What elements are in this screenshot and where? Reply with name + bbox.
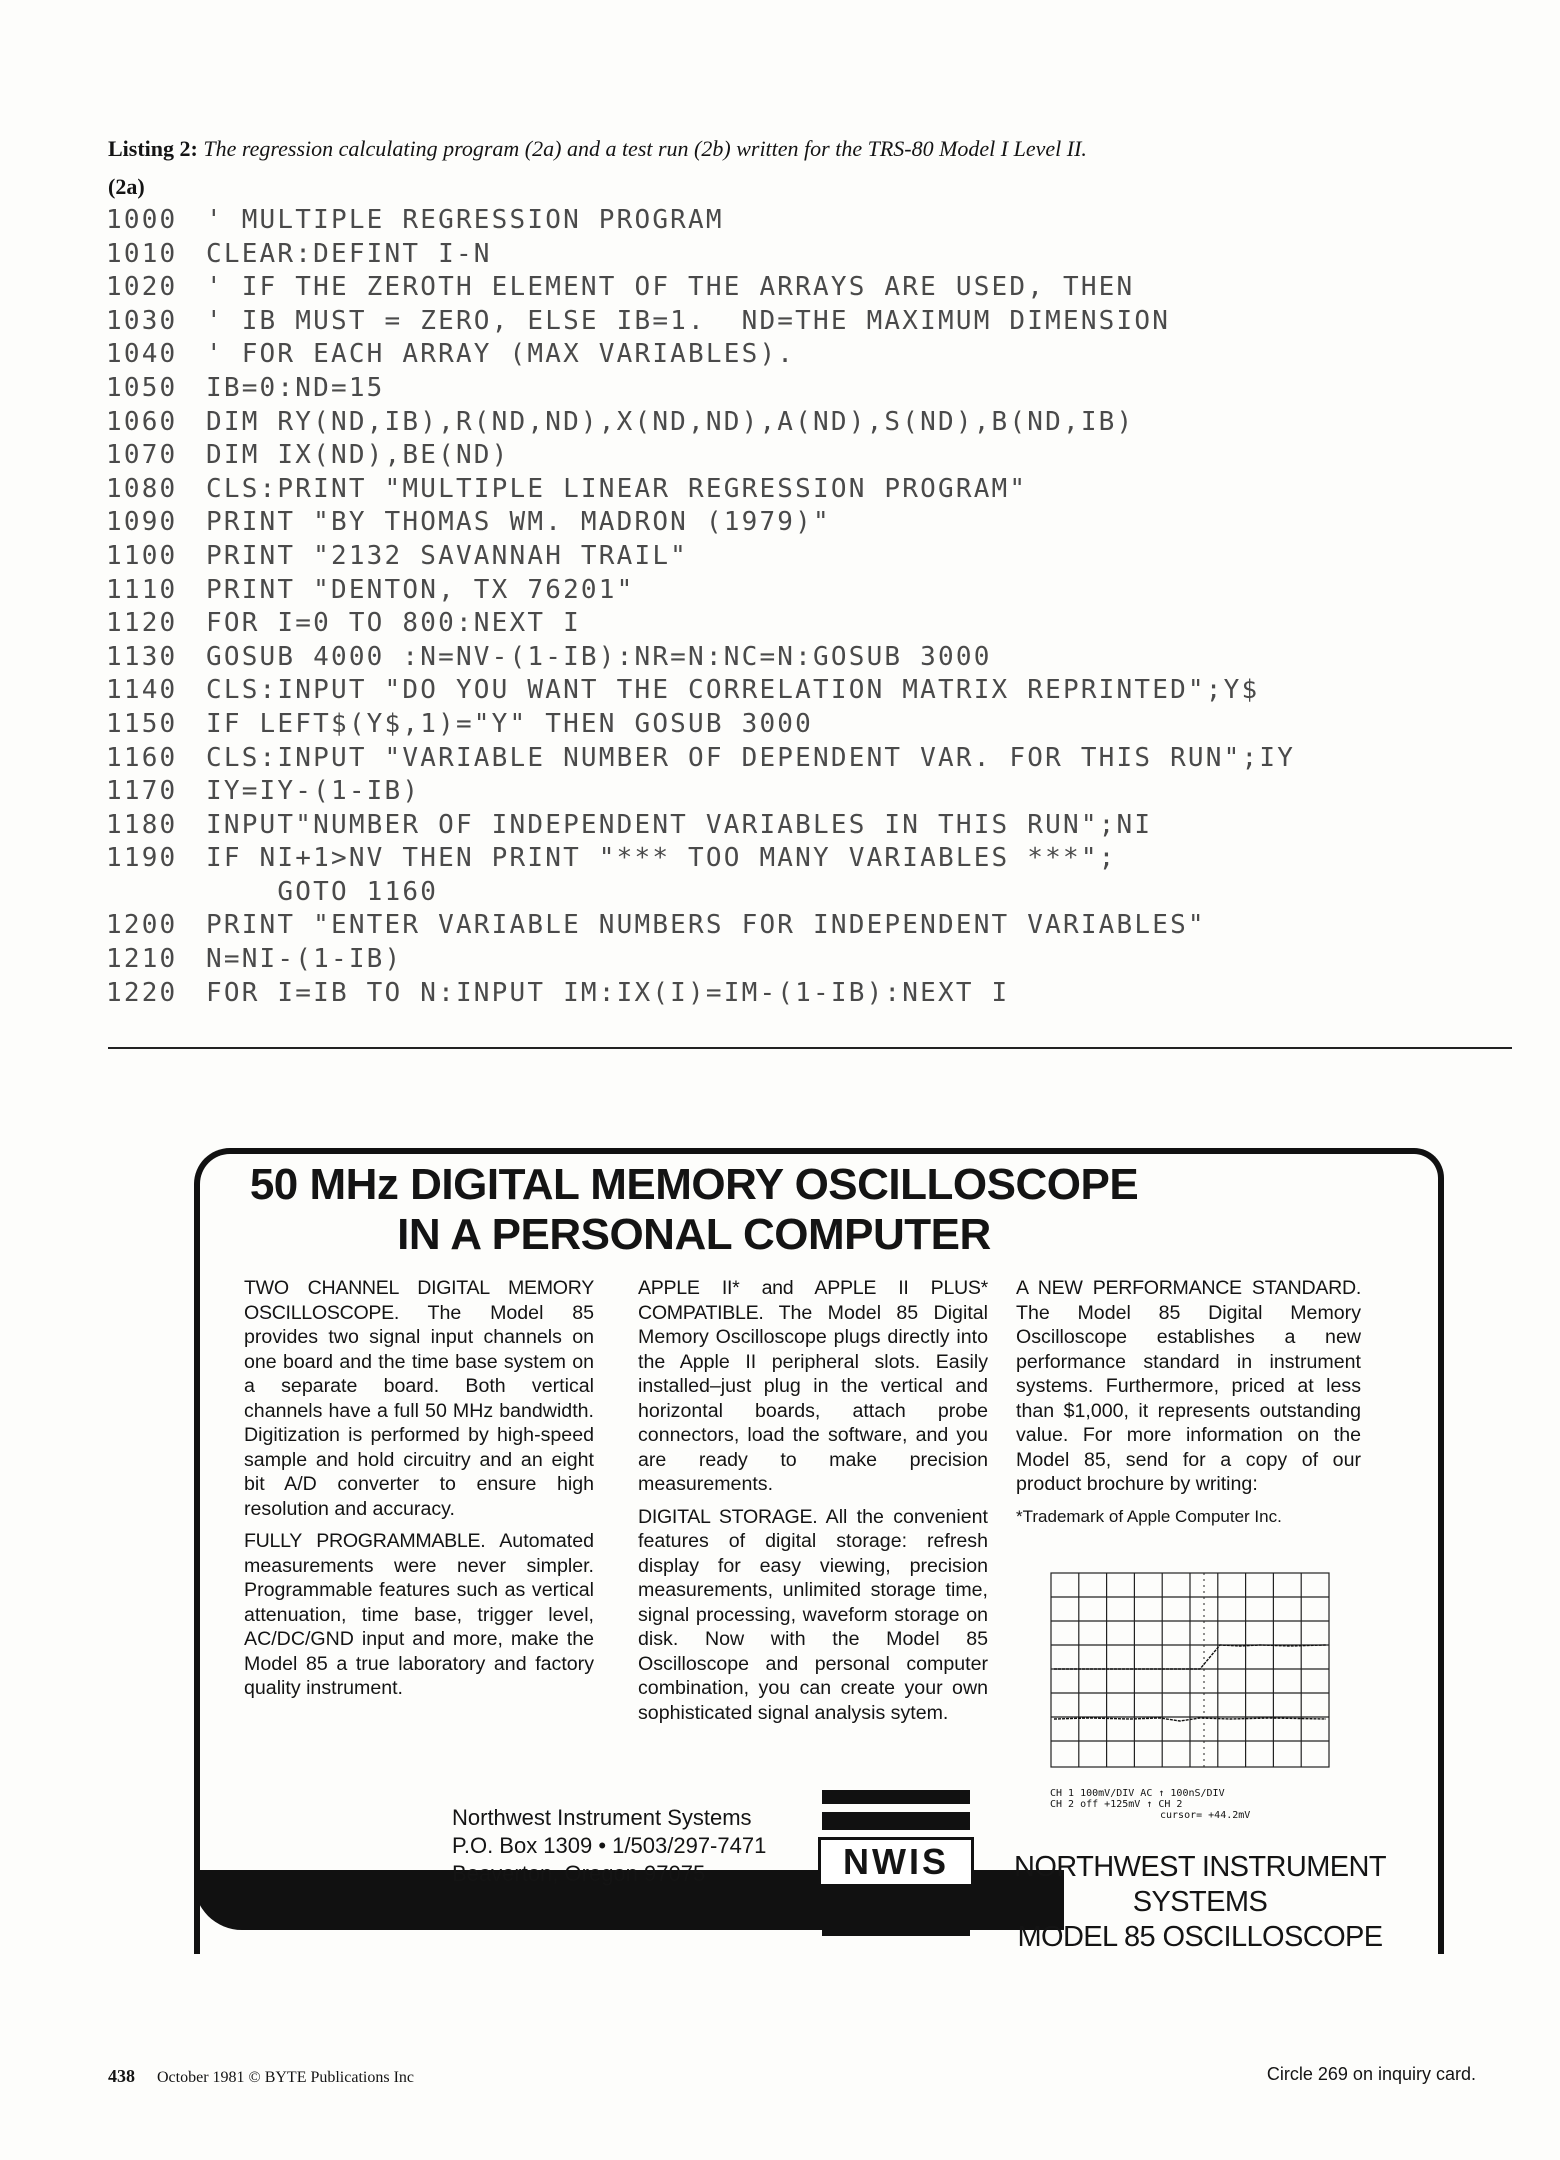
line-number: 1130 xyxy=(106,641,178,672)
line-number: 1030 xyxy=(106,305,178,336)
code-line xyxy=(106,607,1506,641)
logo-bar xyxy=(822,1812,970,1830)
line-number: 1190 xyxy=(106,843,178,874)
code-line xyxy=(106,473,1506,507)
code-text: FOR I=0 TO 800:NEXT I xyxy=(206,608,581,639)
code-line xyxy=(106,742,1506,776)
code-line xyxy=(106,842,1506,876)
code-line xyxy=(106,540,1506,574)
scope-readout xyxy=(1050,1788,1350,1821)
ad-paragraph xyxy=(638,1276,988,1497)
code-text: IF LEFT$(Y$,1)="Y" THEN GOSUB 3000 xyxy=(206,708,814,739)
address-line: Northwest Instrument Systems xyxy=(452,1805,752,1830)
address-line: P.O. Box 1309 • 1/503/297-7471 xyxy=(452,1833,767,1858)
code-text: ' MULTIPLE REGRESSION PROGRAM xyxy=(206,205,724,235)
advertisement xyxy=(194,1148,1436,1956)
ad-paragraph xyxy=(244,1529,594,1701)
code-line xyxy=(106,909,1506,943)
ad-paragraph xyxy=(638,1505,988,1726)
code-line xyxy=(106,338,1506,372)
ad-paragraph-lead: A NEW PERFORMANCE STANDARD. xyxy=(1016,1277,1361,1299)
company-address xyxy=(452,1804,766,1888)
line-number: 1170 xyxy=(106,776,178,807)
code-line xyxy=(106,439,1506,473)
ad-paragraph-body: All the convenient features of digital storage: refresh display for easy viewing, precision measurements, unlimited storage time, signal processing, waveform storage on disk. Now with the Model 85 Oscilloscope and personal computer combination, you can create your own sophisticated signal analysis sytem. xyxy=(638,1505,988,1724)
code-line xyxy=(106,775,1506,809)
ad-title-line1: 50 MHz DIGITAL MEMORY OSCILLOSCOPE xyxy=(249,1160,1139,1209)
line-number: 1200 xyxy=(106,910,178,941)
ad-paragraph-body: The Model 85 Digital Memory Oscilloscope establishes a new performance standard in instrument systems. Furthermore, priced at less than $1,000, it represents outstanding value. For more information on the Model 85, send for a copy of our product brochure by writing: xyxy=(1016,1301,1361,1495)
code-text: GOTO 1160 xyxy=(206,876,439,907)
ad-column-2 xyxy=(638,1276,988,1733)
scope-readout-line1: CH 1 100mV/DIV AC ↑ 100nS/DIV xyxy=(1050,1788,1225,1799)
code-text: CLS:PRINT "MULTIPLE LINEAR REGRESSION PROGRAM" xyxy=(206,473,1028,504)
code-text: N=NI-(1-IB) xyxy=(206,944,403,975)
code-line xyxy=(106,204,1506,238)
code-text: IY=IY-(1-IB) xyxy=(206,776,421,807)
code-text: ' IB MUST = ZERO, ELSE IB=1. ND=THE MAXIMUM DIMENSION xyxy=(206,305,1171,336)
line-number: 1020 xyxy=(106,272,178,303)
code-text: DIM RY(ND,IB),R(ND,ND),X(ND,ND),A(ND),S(ND),B(ND,IB) xyxy=(206,406,1135,437)
code-line xyxy=(106,708,1506,742)
code-text: PRINT "BY THOMAS WM. MADRON (1979)" xyxy=(206,507,831,538)
ad-paragraph xyxy=(244,1276,594,1521)
ad-title-line2: IN A PERSONAL COMPUTER xyxy=(397,1210,991,1259)
line-number: 1120 xyxy=(106,608,178,639)
brand-line: MODEL 85 OSCILLOSCOPE xyxy=(1017,1921,1383,1953)
line-number: 1040 xyxy=(106,339,178,370)
ad-title xyxy=(194,1160,1194,1260)
address-line: Beaverton, Oregon 97075 xyxy=(452,1861,706,1886)
line-number: 1090 xyxy=(106,507,178,538)
code-text: INPUT"NUMBER OF INDEPENDENT VARIABLES IN THIS RUN";NI xyxy=(206,809,1153,840)
code-text: GOSUB 4000 :N=NV-(1-IB):NR=N:NC=N:GOSUB 3000 xyxy=(206,641,992,672)
publication-line: October 1981 © BYTE Publications Inc xyxy=(157,2069,414,2086)
code-text: DIM IX(ND),BE(ND) xyxy=(206,440,510,471)
code-line xyxy=(106,809,1506,843)
caption-text: The regression calculating program (2a) and a test run (2b) written for the TRS-80 Model I Level II. xyxy=(203,136,1087,161)
nwis-logo xyxy=(818,1790,974,1936)
oscilloscope-screen xyxy=(1050,1572,1330,1768)
code-text: CLS:INPUT "VARIABLE NUMBER OF DEPENDENT VAR. FOR THIS RUN";IY xyxy=(206,742,1296,773)
ad-paragraph-body: Automated measurements were never simpler. Programmable features such as vertical attenuation, time base, trigger level, AC/DC/GND input and more, make the Model 85 a true laboratory and factory quality instrument. xyxy=(244,1530,594,1699)
code-line xyxy=(106,406,1506,440)
brand-line: SYSTEMS xyxy=(1132,1886,1268,1918)
line-number: 1150 xyxy=(106,708,178,739)
trademark-note: *Trademark of Apple Computer Inc. xyxy=(1016,1506,1282,1526)
code-text: PRINT "ENTER VARIABLE NUMBERS FOR INDEPENDENT VARIABLES" xyxy=(206,910,1206,941)
divider-rule xyxy=(108,1047,1512,1049)
code-line xyxy=(106,305,1506,339)
line-number: 1070 xyxy=(106,440,178,471)
line-number: 1080 xyxy=(106,473,178,504)
line-number: 1110 xyxy=(106,574,178,605)
code-line xyxy=(106,271,1506,305)
code-line xyxy=(106,674,1506,708)
inquiry-card-note: Circle 269 on inquiry card. xyxy=(1266,2064,1476,2084)
ad-paragraph-lead: FULLY PROGRAMMABLE. xyxy=(244,1530,486,1552)
ad-paragraph xyxy=(1016,1276,1361,1497)
brand-line: NORTHWEST INSTRUMENT xyxy=(1014,1851,1386,1883)
code-line xyxy=(106,238,1506,272)
code-text: PRINT "2132 SAVANNAH TRAIL" xyxy=(206,540,689,571)
caption-label: Listing 2: xyxy=(108,136,198,161)
line-number: 1050 xyxy=(106,372,178,403)
code-text: FOR I=IB TO N:INPUT IM:IX(I)=IM-(1-IB):NEXT I xyxy=(206,977,1010,1008)
code-listing xyxy=(106,204,1506,1010)
code-text: ' IF THE ZEROTH ELEMENT OF THE ARRAYS ARE USED, THEN xyxy=(206,272,1135,303)
code-line xyxy=(106,372,1506,406)
page-footer-left xyxy=(108,2066,414,2087)
code-text: ' FOR EACH ARRAY (MAX VARIABLES). xyxy=(206,339,796,370)
code-line xyxy=(106,876,1506,910)
line-number: 1100 xyxy=(106,540,178,571)
listing-sublabel: (2a) xyxy=(108,174,145,199)
ad-column-3 xyxy=(1016,1276,1361,1537)
ad-paragraph-body: The Model 85 Digital Memory Oscilloscope plugs directly into the Apple II peripheral slots. Easily installed–just plug in the vertical and horizontal boards, attach probe connectors, load the software, and you are ready to make precision measurements. xyxy=(638,1301,989,1495)
logo-text: NWIS xyxy=(818,1837,974,1887)
ad-column-1 xyxy=(244,1276,594,1709)
code-line xyxy=(106,641,1506,675)
line-number: 1000 xyxy=(106,205,178,235)
line-number: 1010 xyxy=(106,238,178,269)
listing-caption xyxy=(108,136,1508,162)
ad-paragraph-lead: TWO CHANNEL DIGITAL MEMORY OSCILLOSCOPE. xyxy=(244,1277,594,1324)
ad-paragraph-lead: DIGITAL STORAGE. xyxy=(638,1505,818,1528)
code-text: IF NI+1>NV THEN PRINT "*** TOO MANY VARIABLES ***"; xyxy=(206,843,1117,874)
code-line xyxy=(106,977,1506,1011)
line-number: 1140 xyxy=(106,675,178,706)
line-number: 1160 xyxy=(106,742,178,773)
code-text: CLEAR:DEFINT I-N xyxy=(206,238,492,269)
line-number: 1220 xyxy=(106,977,178,1008)
line-number: 1060 xyxy=(106,406,178,437)
code-line xyxy=(106,506,1506,540)
scope-readout-line2: CH 2 off +125mV ↑ CH 2 xyxy=(1050,1799,1183,1810)
ad-paragraph-body: The Model 85 provides two signal input channels on one board and the time base system on a separate board. Both vertical channels have a full 50 MHz bandwidth. Digitization is performed by high-speed sample and hold circuitry and an eight bit A/D converter to ensure high resolution and accuracy. xyxy=(244,1301,595,1520)
page-number: 438 xyxy=(108,2066,135,2086)
code-text: CLS:INPUT "DO YOU WANT THE CORRELATION MATRIX REPRINTED";Y$ xyxy=(206,675,1260,706)
ad-paragraph-lead: APPLE II* and APPLE II PLUS* COMPATIBLE. xyxy=(638,1277,988,1324)
line-number: 1180 xyxy=(106,809,178,840)
brand-block xyxy=(1000,1850,1400,1955)
line-number: 1210 xyxy=(106,944,178,975)
scope-readout-cursor: cursor= +44.2mV xyxy=(1160,1810,1251,1821)
code-line xyxy=(106,574,1506,608)
line-number xyxy=(106,876,206,910)
logo-bar xyxy=(822,1894,970,1936)
logo-bar xyxy=(822,1790,970,1804)
code-line xyxy=(106,943,1506,977)
code-text: IB=0:ND=15 xyxy=(206,372,385,403)
code-text: PRINT "DENTON, TX 76201" xyxy=(206,574,635,605)
